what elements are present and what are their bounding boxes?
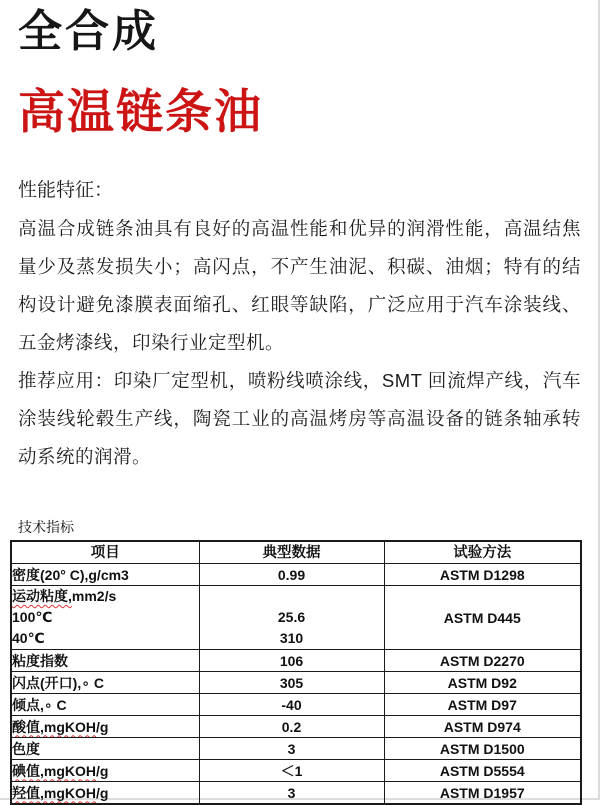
spec-method-cell: ASTM D2270 xyxy=(384,650,581,672)
table-row-color xyxy=(11,738,581,760)
table-row-viscosity-index xyxy=(11,650,581,672)
spec-item-cell xyxy=(11,564,199,586)
spec-table-caption: 技术指标 xyxy=(18,519,74,535)
col-header-item: 项目 xyxy=(11,541,199,564)
spec-method-cell: ASTM D97 xyxy=(384,694,581,716)
spec-table xyxy=(10,540,582,805)
item-text-post: /g xyxy=(96,718,109,735)
item-text-pre: 闪点(开口),∘ C xyxy=(12,674,104,691)
performance-paragraph: 高温合成链条油具有良好的高温性能和优异的润滑性能，高温结焦量少及蒸发损失小；高闪点，不产生油泥、积碳、油烟；特有的结构设计避免漆膜表面缩孔、红眼等缺陷，广泛应用于汽车涂装线、五金烤漆线，印染行业定型机。 xyxy=(18,218,581,353)
col-header-test-method: 试验方法 xyxy=(384,541,581,564)
item-text-pre: 倾点,∘ C xyxy=(12,696,67,713)
performance-heading: 性能特征： xyxy=(18,180,114,201)
spec-header-row xyxy=(11,541,581,564)
item-text-post: mm2/s xyxy=(71,588,117,604)
spec-method-cell: ASTM D92 xyxy=(384,672,581,694)
spec-item-cell xyxy=(11,760,199,782)
col-header-typical-data: 典型数据 xyxy=(199,541,384,564)
spec-method-cell: ASTM D445 xyxy=(384,586,581,650)
spec-value-cell: 3 xyxy=(199,738,384,760)
viscosity-label-line xyxy=(12,586,199,607)
spec-item-cell xyxy=(11,650,199,672)
applications-paragraph: 推荐应用：印染厂定型机，喷粉线喷涂线，SMT 回流焊产线，汽车涂装线轮毂生产线，陶瓷工业的高温烤房等高温设备的链条轴承转动系统的润滑。 xyxy=(18,370,581,467)
table-row-hydroxyl-value xyxy=(11,782,581,805)
spec-value-cell: 305 xyxy=(199,672,384,694)
spec-item-cell xyxy=(11,782,199,805)
spec-value-cell xyxy=(199,586,384,650)
spec-method-cell: ASTM D1298 xyxy=(384,564,581,586)
viscosity-40c-value: 310 xyxy=(279,630,304,646)
viscosity-100c-value: 25.6 xyxy=(277,609,306,625)
table-row-density xyxy=(11,564,581,586)
item-text-misspelled: 羟值,mgKOH xyxy=(12,784,96,801)
spec-item-cell xyxy=(11,738,199,760)
product-name-title: 高温链条油 xyxy=(18,85,263,138)
product-series-title: 全合成 xyxy=(18,7,159,56)
table-row-flash-point xyxy=(11,672,581,694)
spec-value-cell: -40 xyxy=(199,694,384,716)
table-row-pour-point xyxy=(11,694,581,716)
viscosity-100c-label: 100℃ xyxy=(12,609,53,625)
table-row-iodine-value xyxy=(11,760,581,782)
item-text-pre: 粘度指数 xyxy=(12,652,68,669)
spec-method-cell: ASTM D1957 xyxy=(384,782,581,805)
viscosity-blank-value xyxy=(200,586,384,607)
spec-value-cell: 106 xyxy=(199,650,384,672)
spec-item-cell xyxy=(11,694,199,716)
table-row-acid-value xyxy=(11,716,581,738)
item-text-misspelled: 碘值,mgKOH xyxy=(12,762,96,779)
spec-method-cell: ASTM D1500 xyxy=(384,738,581,760)
spec-value-cell: 0.99 xyxy=(199,564,384,586)
item-text-post: /g xyxy=(96,762,109,779)
viscosity-40c-label: 40℃ xyxy=(12,630,45,646)
spec-item-cell xyxy=(11,716,199,738)
spec-item-cell xyxy=(11,672,199,694)
spec-value-cell: ＜1 xyxy=(199,760,384,782)
spec-item-cell xyxy=(11,586,199,650)
table-row-viscosity xyxy=(11,586,581,650)
item-text-post: /g xyxy=(96,784,109,801)
item-text-misspelled: 酸值,mgKOH xyxy=(12,718,96,735)
item-text-pre: 色度 xyxy=(12,740,40,757)
spec-value-cell: 3 xyxy=(199,782,384,805)
item-text-pre: 密度(20° C),g/cm3 xyxy=(12,566,129,583)
spec-method-cell: ASTM D974 xyxy=(384,716,581,738)
spec-method-cell: ASTM D5554 xyxy=(384,760,581,782)
spec-value-cell: 0.2 xyxy=(199,716,384,738)
item-text-misspelled: 运动粘度, xyxy=(12,588,72,604)
